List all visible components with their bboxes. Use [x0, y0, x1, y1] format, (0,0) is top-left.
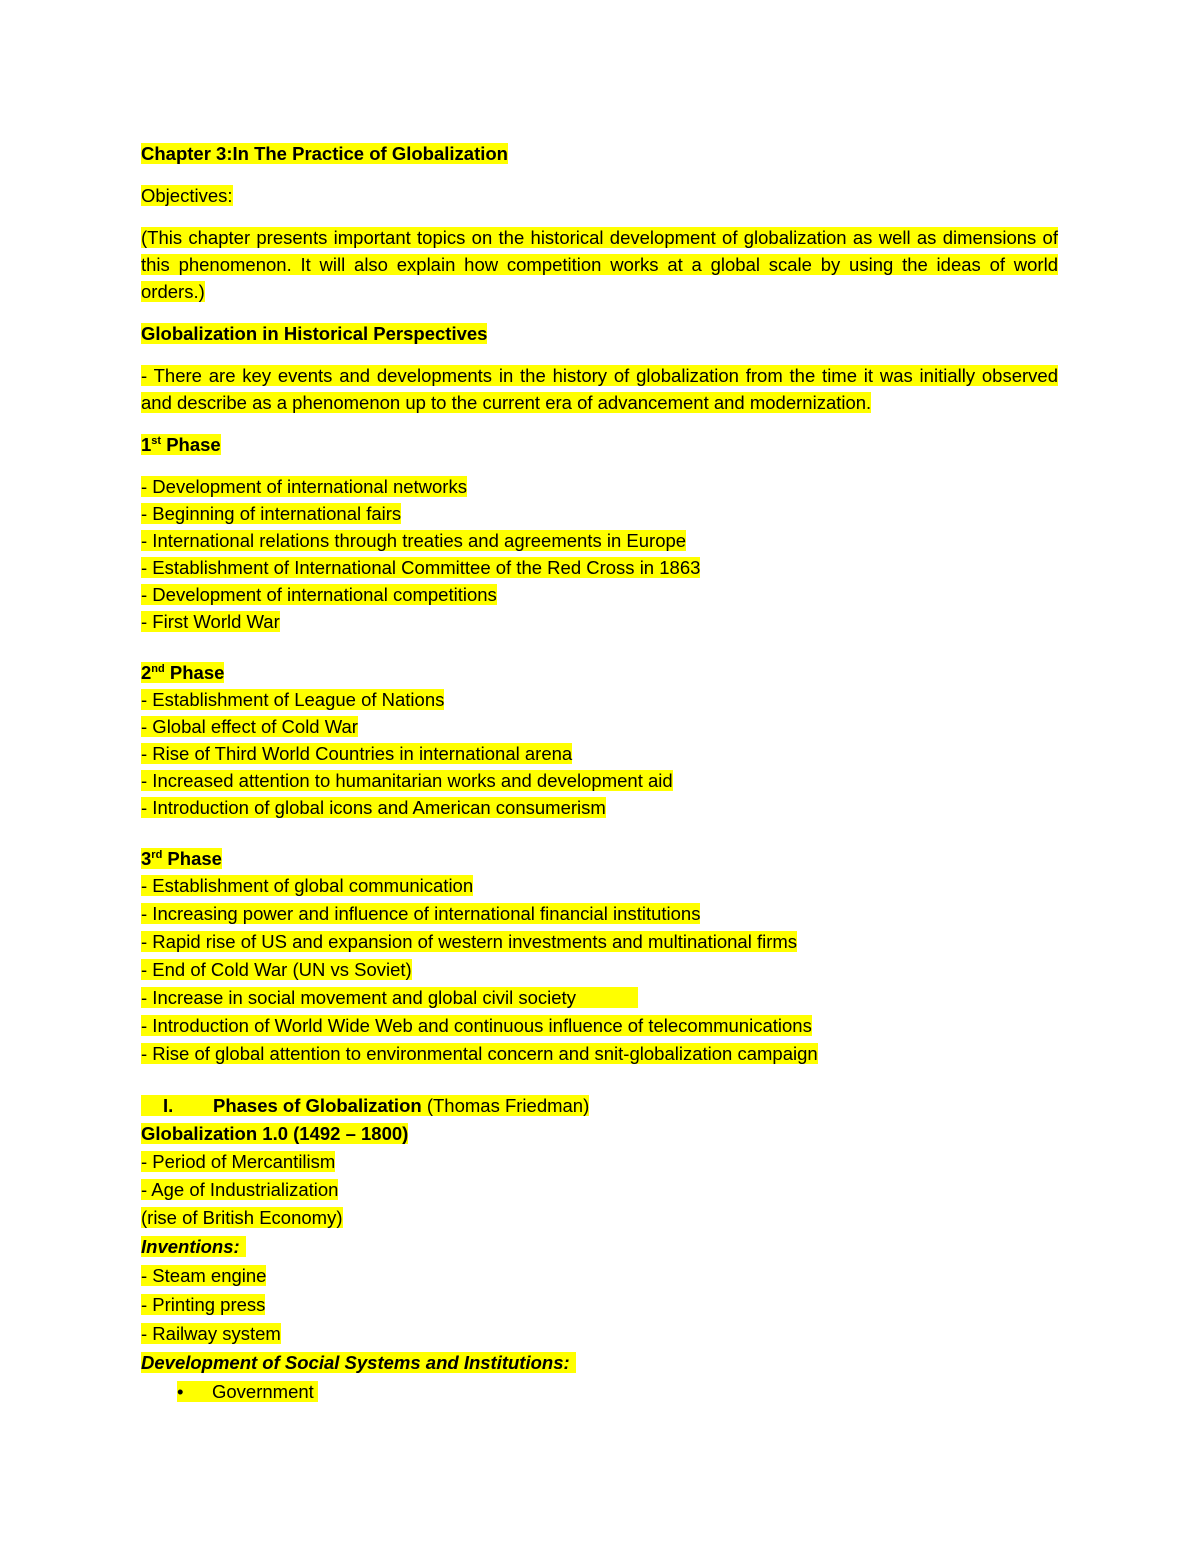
historical-perspectives-heading: Globalization in Historical Perspectives	[141, 323, 488, 344]
list-item: - Beginning of international fairs	[141, 503, 402, 524]
list-item: (rise of British Economy)	[141, 1207, 343, 1228]
list-item: - First World War	[141, 611, 280, 632]
phase-2-label: Phase	[164, 662, 225, 683]
list-item: - Development of international competitions	[141, 584, 497, 605]
phase-3-label: Phase	[162, 848, 222, 869]
phase-1-heading	[141, 431, 1058, 458]
social-systems-list	[141, 1377, 1058, 1406]
chapter-title: Chapter 3:In The Practice of Globalization	[141, 143, 508, 164]
section-1-title: Phases of Globalization	[213, 1095, 422, 1116]
list-item: - Introduction of global icons and American consumerism	[141, 797, 606, 818]
list-item: - Rise of Third World Countries in international arena	[141, 743, 573, 764]
list-item: - Increase in social movement and global civil society	[141, 984, 1058, 1012]
phase-3-heading	[141, 845, 1058, 872]
bullet-text: Government	[212, 1381, 314, 1402]
list-item	[141, 1377, 1058, 1406]
section-1-heading	[141, 1092, 1058, 1120]
section-1-numeral: I.	[163, 1095, 174, 1116]
list-item: - International relations through treaties and agreements in Europe	[141, 530, 687, 551]
list-item: - Period of Mercantilism	[141, 1151, 336, 1172]
list-item: - Rise of global attention to environmental concern and snit-globalization campaign	[141, 1043, 818, 1064]
objectives-heading: Objectives:	[141, 185, 233, 206]
phase-1-number: 1	[141, 434, 152, 455]
historical-perspectives-paragraph: - There are key events and developments in the history of globalization from the time it was initially observed and describe as a phenomenon up to the current era of advancement and modernization.	[141, 365, 1058, 413]
list-item: - Establishment of global communication	[141, 875, 474, 896]
inventions-heading: Inventions:	[141, 1232, 1058, 1261]
objectives-paragraph: (This chapter presents important topics on the historical development of globalization as well as dimensions of this phenomenon. It will also explain how competition works at a global scale by using the ideas of world orders.)	[141, 227, 1058, 302]
social-systems-heading: Development of Social Systems and Institutions:	[141, 1348, 1058, 1377]
list-item: - Steam engine	[141, 1265, 267, 1286]
phase-1-superscript: st	[151, 434, 162, 447]
list-item: - Increasing power and influence of international financial institutions	[141, 903, 701, 924]
section-1-author: (Thomas Friedman)	[421, 1095, 590, 1116]
bullet-icon: •	[177, 1381, 184, 1402]
list-item: - End of Cold War (UN vs Soviet)	[141, 959, 412, 980]
list-item: - Global effect of Cold War	[141, 716, 358, 737]
phase-3-list	[141, 872, 1058, 1068]
list-item: - Establishment of League of Nations	[141, 689, 445, 710]
globalization-1-list	[141, 1148, 1058, 1232]
document-page	[141, 140, 1058, 1406]
inventions-list	[141, 1261, 1058, 1348]
list-item: - Development of international networks	[141, 476, 467, 497]
list-item: - Railway system	[141, 1323, 281, 1344]
list-item: - Increased attention to humanitarian works and development aid	[141, 770, 673, 791]
list-item: - Establishment of International Committee of the Red Cross in 1863	[141, 557, 701, 578]
list-item: - Age of Industrialization	[141, 1179, 339, 1200]
list-item: - Introduction of World Wide Web and continuous influence of telecommunications	[141, 1015, 812, 1036]
globalization-1-heading: Globalization 1.0 (1492 – 1800)	[141, 1123, 409, 1144]
phase-2-heading	[141, 659, 1058, 686]
phase-3-number: 3	[141, 848, 152, 869]
phase-3-superscript: rd	[151, 848, 163, 861]
phase-1-label: Phase	[161, 434, 221, 455]
phase-2-number: 2	[141, 662, 152, 683]
phase-1-list	[141, 473, 1058, 635]
list-item: - Rapid rise of US and expansion of western investments and multinational firms	[141, 931, 798, 952]
phase-2-superscript: nd	[151, 662, 165, 675]
phase-2-list	[141, 686, 1058, 821]
list-item: - Printing press	[141, 1294, 266, 1315]
